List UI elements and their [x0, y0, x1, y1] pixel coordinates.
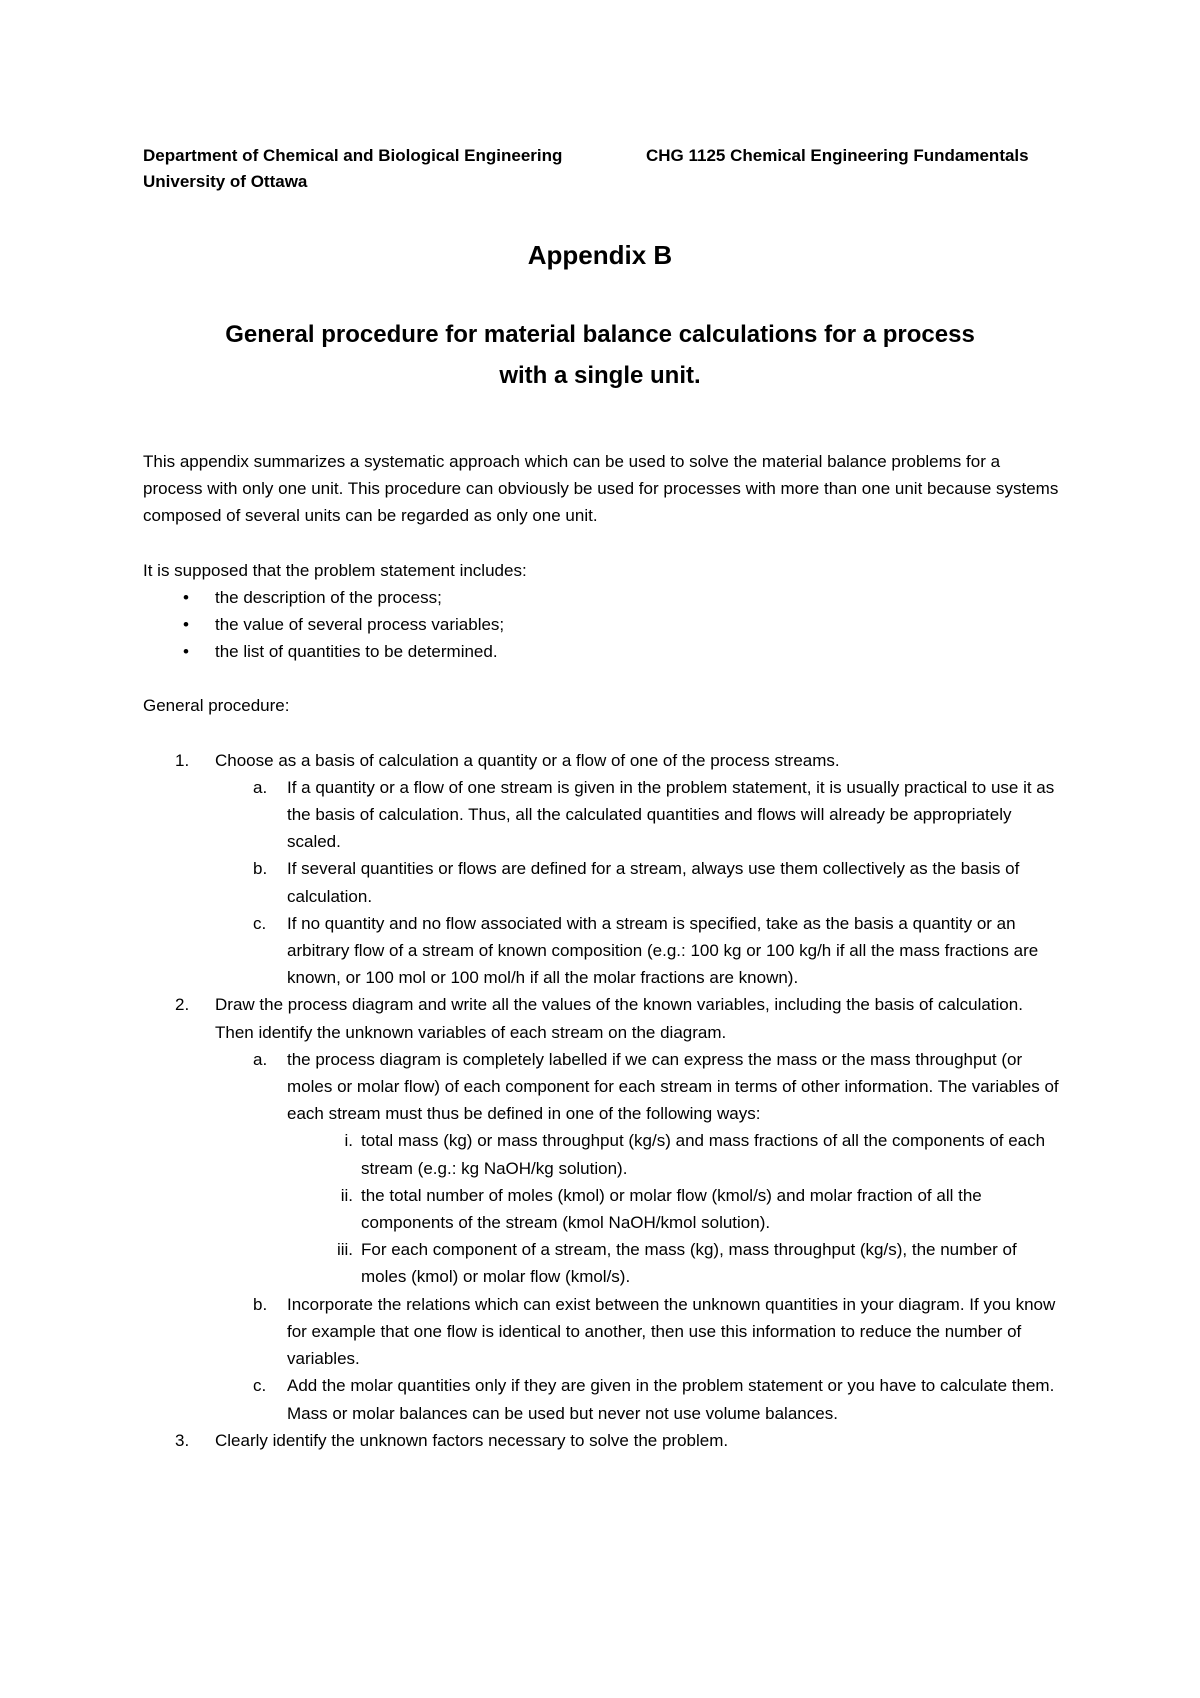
roman-numeral: i.: [344, 1131, 353, 1151]
sub-step-letter: a.: [253, 1049, 268, 1069]
bullet-text: the description of the process;: [215, 587, 442, 607]
roman-item-i: [143, 1127, 1063, 1181]
main-title-line-2: with a single unit.: [499, 362, 701, 389]
sub-step-letter: a.: [253, 777, 268, 797]
sub-step-1a: [143, 774, 1063, 856]
document-body: [143, 448, 1063, 1454]
sub-step-1c: [143, 910, 1063, 992]
sub-step-1b: [143, 855, 1063, 909]
step-number: 1.: [175, 750, 190, 770]
supposed-intro: It is supposed that the problem statement includes:: [143, 560, 527, 580]
general-procedure-label: General procedure:: [143, 696, 290, 716]
university-name: University of Ottawa: [143, 172, 308, 191]
roman-item-text: For each component of a stream, the mass (kg), mass throughput (kg/s), the number of moles (kmol) or molar flow (kmol/s).: [361, 1240, 1017, 1287]
step-text: Draw the process diagram and write all the values of the known variables, including the basis of calculation. Then identify the unknown variables of each stream on the diagram.: [215, 995, 1023, 1042]
bullet-text: the list of quantities to be determined.: [215, 642, 498, 662]
bullet-text: the value of several process variables;: [215, 615, 505, 635]
bullet-icon: •: [183, 642, 189, 662]
bullet-icon: •: [183, 587, 189, 607]
sub-step-letter: b.: [253, 859, 268, 879]
sub-step-text: Add the molar quantities only if they are given in the problem statement or you have to calculate them. Mass or molar balances can be used but never not use volume balances.: [287, 1376, 1055, 1423]
sub-step-text: If several quantities or flows are defined for a stream, always use them collectively as the basis of calculation.: [287, 859, 1020, 906]
procedure-step-3: [143, 1427, 1063, 1454]
sub-step-2b: [143, 1291, 1063, 1373]
main-title: [0, 314, 1200, 396]
department-name: Department of Chemical and Biological Engineering: [143, 146, 563, 165]
main-title-line-1: General procedure for material balance calculations for a process: [225, 321, 975, 348]
step-text: Choose as a basis of calculation a quantity or a flow of one of the process streams.: [215, 750, 840, 770]
roman-numeral: ii.: [340, 1185, 353, 1205]
roman-item-iii: [143, 1236, 1063, 1290]
sub-step-text: If no quantity and no flow associated with a stream is specified, take as the basis a quantity or an arbitrary flow of a stream of known composition (e.g.: 100 kg or 100 kg/h if all the mass fractions are known, or 100 mol or 100 mol/h if all the molar fractions are known).: [287, 913, 1039, 988]
roman-numeral: iii.: [336, 1240, 353, 1260]
roman-item-text: the total number of moles (kmol) or molar flow (kmol/s) and molar fraction of all the components of the stream (kmol NaOH/kmol solution).: [361, 1185, 982, 1233]
step-number: 3.: [175, 1430, 190, 1450]
intro-paragraph: This appendix summarizes a systematic approach which can be used to solve the material balance problems for a process with only one unit. This procedure can obviously be used for processes with more than one unit because systems composed of several units can be regarded as only one unit.: [143, 452, 1059, 526]
sub-step-text: the process diagram is completely labelled if we can express the mass or the mass throughput (or moles or molar flow) of each component for each stream in terms of other information. The variables of each stream must thus be defined in one of the following ways:: [287, 1049, 1059, 1124]
sub-step-2a: [143, 1046, 1063, 1128]
sub-step-letter: c.: [253, 1376, 267, 1396]
sub-step-2c: [143, 1372, 1063, 1426]
sub-step-letter: b.: [253, 1294, 268, 1314]
sub-step-letter: c.: [253, 913, 267, 933]
course-name: CHG 1125 Chemical Engineering Fundamentals: [646, 146, 1029, 165]
step-number: 2.: [175, 995, 190, 1015]
step-text: Clearly identify the unknown factors necessary to solve the problem.: [215, 1430, 729, 1450]
roman-item-text: total mass (kg) or mass throughput (kg/s) and mass fractions of all the components of each stream (e.g.: kg NaOH/kg solution).: [361, 1131, 1046, 1178]
sub-step-text: Incorporate the relations which can exist between the unknown quantities in your diagram. If you know for example that one flow is identical to another, then use this information to reduce the number of variables.: [287, 1294, 1056, 1369]
procedure-step-2: [143, 991, 1063, 1045]
roman-item-ii: [143, 1182, 1063, 1236]
procedure-step-1: [143, 747, 1063, 774]
bullet-icon: •: [183, 615, 189, 635]
list-item: [143, 584, 1063, 611]
bullet-list: [143, 584, 1063, 666]
header-left: [143, 143, 562, 195]
appendix-title: Appendix B: [527, 240, 673, 270]
list-item: [143, 638, 1063, 665]
list-item: [143, 611, 1063, 638]
sub-step-text: If a quantity or a flow of one stream is given in the problem statement, it is usually practical to use it as the basis of calculation. Thus, all the calculated quantities and flows will already be appropriately scaled.: [287, 777, 1055, 852]
